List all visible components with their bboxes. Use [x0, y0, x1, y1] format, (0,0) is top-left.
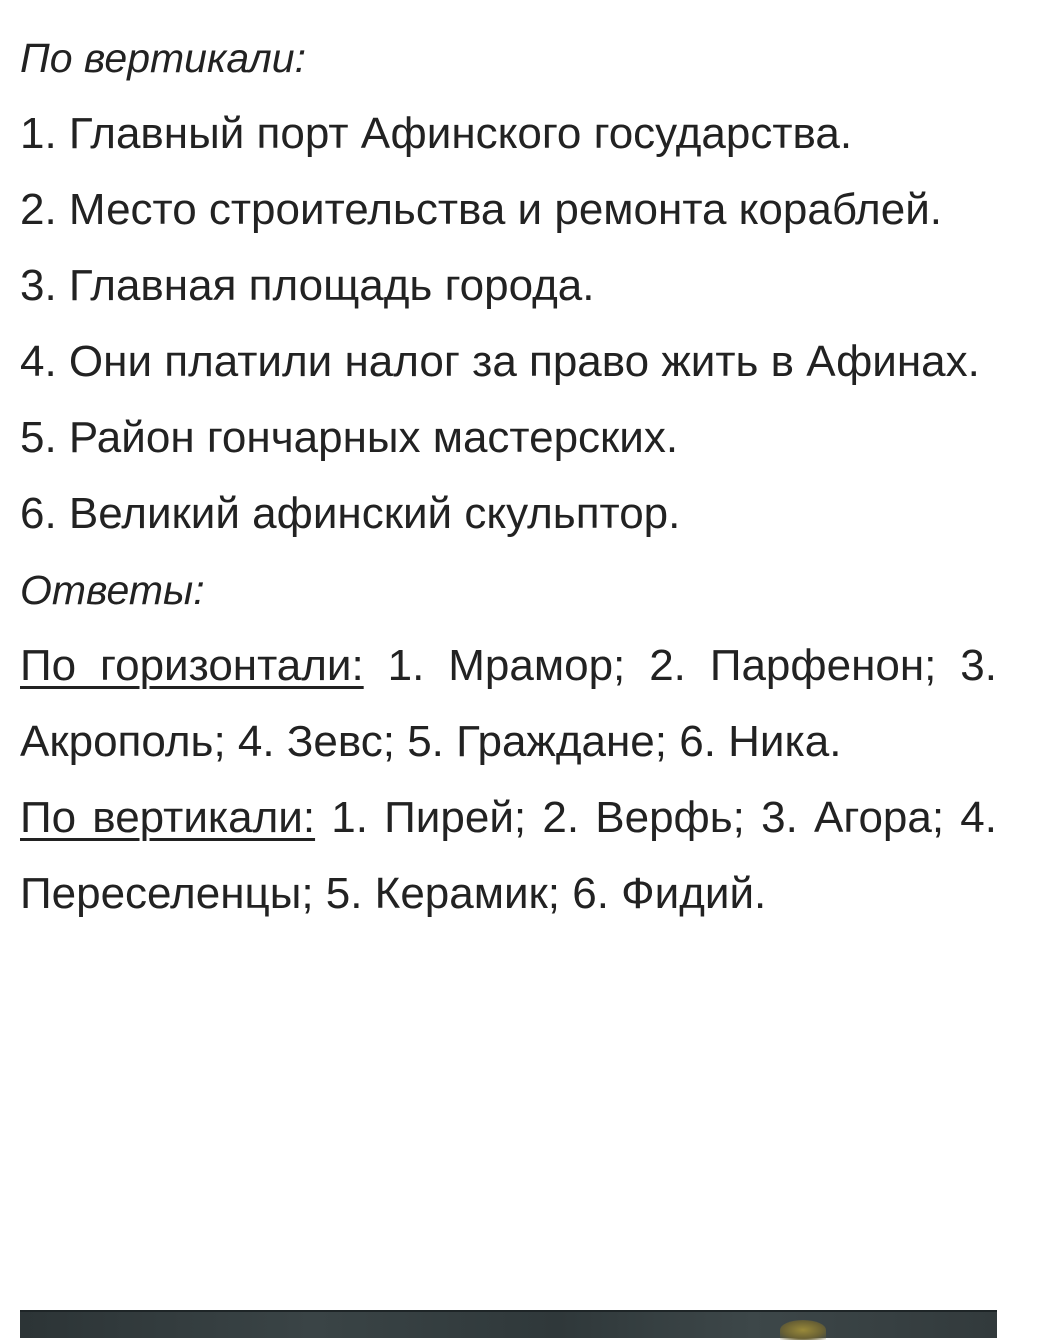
cropped-image [20, 1310, 997, 1338]
clue-5: 5. Район гончарных мастерских. [20, 413, 679, 462]
answers-vertical [20, 780, 997, 932]
answers-horizontal [20, 628, 997, 780]
clue-6: 6. Великий афинский скульптор. [20, 489, 681, 538]
image-highlight [780, 1320, 826, 1340]
answers-horizontal-text: 1. Мрамор; 2. Парфенон; 3. Акрополь; 4. Зевс; 5. Граждане; 6. Ника. [20, 641, 997, 766]
answers-vertical-text: 1. Пирей; 2. Верфь; 3. Агора; 4. Переселенцы; 5. Керамик; 6. Фидий. [20, 793, 997, 918]
vertical-clues-heading: По вертикали: [20, 35, 306, 81]
clue-2: 2. Место строительства и ремонта кораблей. [20, 185, 943, 234]
clue-3: 3. Главная площадь города. [20, 261, 595, 310]
answers-horizontal-label: По горизонтали: [20, 641, 364, 690]
answers-vertical-label: По вертикали: [20, 793, 316, 842]
answers-heading: Ответы: [20, 567, 205, 613]
clue-4: 4. Они платили налог за право жить в Афинах. [20, 337, 980, 386]
document-body [20, 0, 997, 932]
clue-1: 1. Главный порт Афинского государства. [20, 109, 853, 158]
